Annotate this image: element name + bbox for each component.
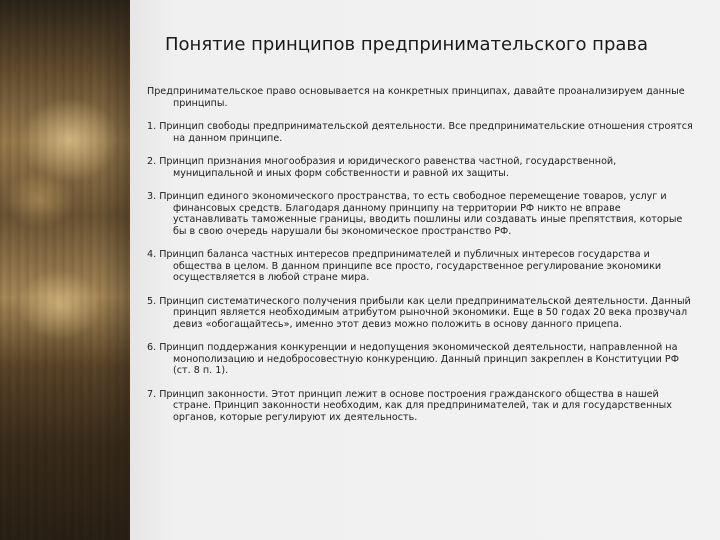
intro-paragraph: Предпринимательское право основывается на конкретных принципах, давайте проанализируем данные принципы. — [147, 86, 685, 109]
slide-title: Понятие принципов предпринимательского права — [165, 34, 649, 55]
side-shadow — [100, 0, 130, 540]
principle-item: 4. Принцип баланса частных интересов предпринимателей и публичных интересов государства и общества в целом. В данном принципе все просто, государственное регулирование экономики осуществляется в любой стране мира. — [147, 249, 662, 283]
principle-item: 6. Принцип поддержания конкуренции и недопущения экономической деятельности, направленной на монополизацию и недобросовестную конкуренцию. Данный принцип закреплен в Конституции РФ (ст. 8 п. 1). — [147, 342, 679, 376]
principle-item: 3. Принцип единого экономического пространства, то есть свободное перемещение товаров, услуг и финансовых средств. Благодаря данному принципу на территории РФ никто не вправе устанавливать таможенные границы, вводить пошлины или создавать иные препятствия, которые бы в свою очередь нарушали бы экономическое пространство РФ. — [147, 191, 683, 237]
principle-item: 2. Принцип признания многообразия и юридического равенства частной, государственной, муниципальной и иных форм собственности и равной их защиты. — [147, 156, 617, 179]
slide-content — [147, 86, 695, 423]
principle-item: 1. Принцип свободы предпринимательской деятельности. Все предпринимательские отношения строятся на данном принципе. — [147, 121, 693, 144]
principle-item: 5. Принцип систематического получения прибыли как цели предпринимательской деятельности. Данный принцип является необходимым атрибутом рыночной экономики. Еще в 50 годах 20 века прозвучал девиз «обогащайтесь», именно этот девиз можно положить в основу данного прицепа. — [147, 295, 691, 330]
principle-item: 7. Принцип законности. Этот принцип лежит в основе построения гражданского общества в нашей стране. Принцип законности необходим, как для предпринимателей, так и для государственных органов, которые регулируют их деятельность. — [147, 388, 672, 423]
